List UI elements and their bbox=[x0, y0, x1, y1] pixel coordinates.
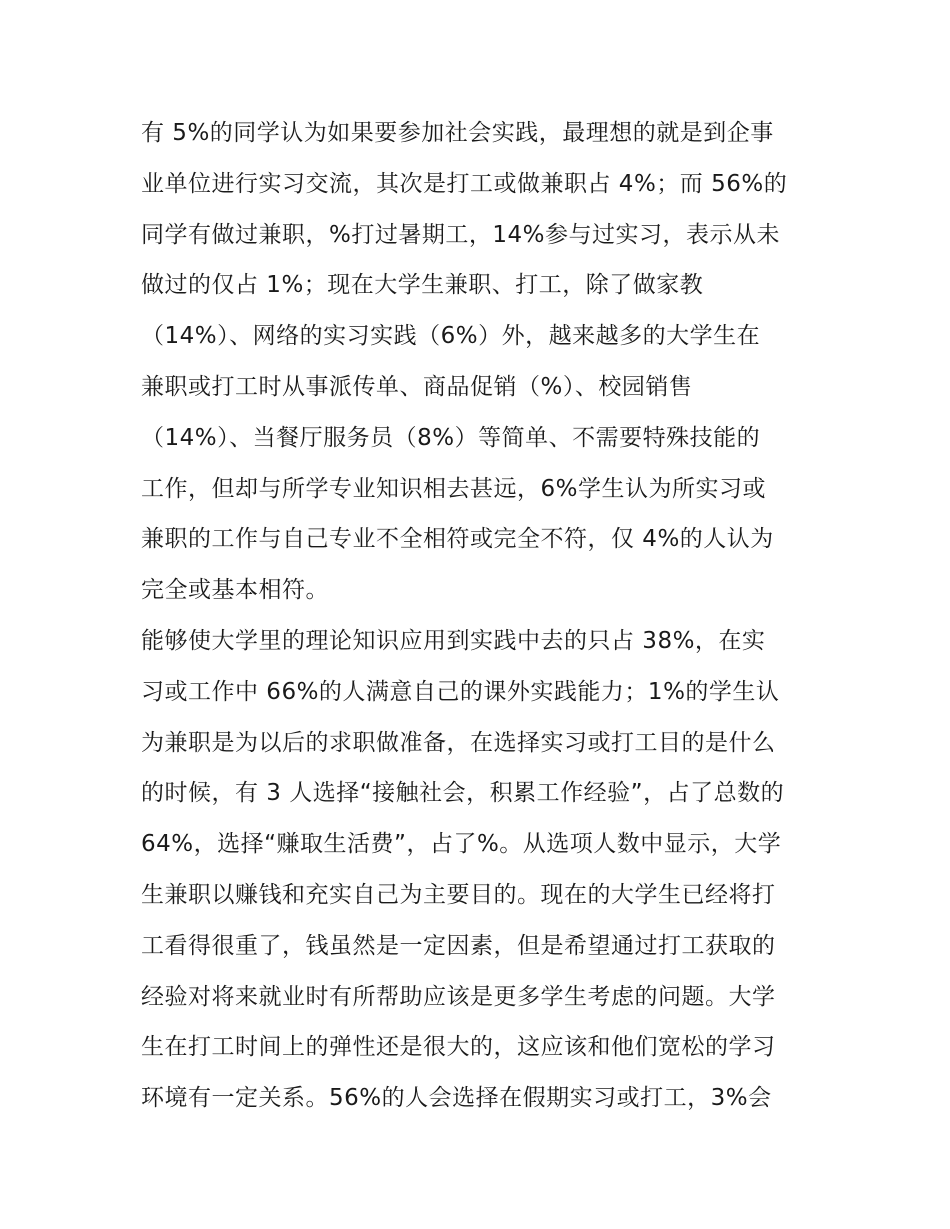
text-line: 有 5%的同学认为如果要参加社会实践，最理想的就是到企事 bbox=[141, 120, 774, 146]
text-line: （14%）、网络的实习实践（6%）外，越来越多的大学生在 bbox=[141, 323, 761, 350]
text-line: 工看得很重了，钱虽然是一定因素，但是希望通过打工获取的 bbox=[141, 932, 776, 959]
text-line: 兼职或打工时从事派传单、商品促销（%）、校园销售 bbox=[141, 373, 693, 400]
text-line: 环境有一定关系。56%的人会选择在假期实习或打工，3%会 bbox=[141, 1085, 772, 1112]
text-line: 为兼职是为以后的求职做准备，在选择实习或打工目的是什么 bbox=[141, 729, 776, 756]
text-line: 业单位进行实习交流，其次是打工或做兼职占 4%；而 56%的 bbox=[141, 170, 788, 197]
text-line: 能够使大学里的理论知识应用到实践中去的只占 38%，在实 bbox=[141, 627, 766, 654]
text-line: 经验对将来就业时有所帮助应该是更多学生考虑的问题。大学 bbox=[141, 983, 776, 1010]
text-line: （14%）、当餐厅服务员（8%）等简单、不需要特殊技能的 bbox=[141, 424, 761, 451]
text-line: 的时候，有 3 人选择“接触社会，积累工作经验”，占了总数的 bbox=[141, 780, 785, 807]
text-line: 生兼职以赚钱和充实自己为主要目的。现在的大学生已经将打 bbox=[141, 881, 776, 908]
text-line: 兼职的工作与自己专业不全相符或完全不符，仅 4%的人认为 bbox=[141, 526, 774, 553]
paragraph-2 bbox=[141, 616, 821, 1124]
text-line: 同学有做过兼职，%打过暑期工，14%参与过实习，表示从未 bbox=[141, 221, 780, 248]
text-line: 完全或基本相符。 bbox=[141, 577, 329, 604]
text-line: 工作，但却与所学专业知识相去甚远，6%学生认为所实习或 bbox=[141, 475, 766, 502]
paragraph-1 bbox=[141, 108, 821, 616]
text-line: 64%，选择“赚取生活费”，占了%。从选项人数中显示，大学 bbox=[141, 831, 782, 858]
document-body bbox=[141, 108, 821, 1124]
text-line: 习或工作中 66%的人满意自己的课外实践能力；1%的学生认 bbox=[141, 678, 780, 705]
text-line: 做过的仅占 1%；现在大学生兼职、打工，除了做家教 bbox=[141, 272, 704, 299]
text-line: 生在打工时间上的弹性还是很大的，这应该和他们宽松的学习 bbox=[141, 1034, 776, 1061]
